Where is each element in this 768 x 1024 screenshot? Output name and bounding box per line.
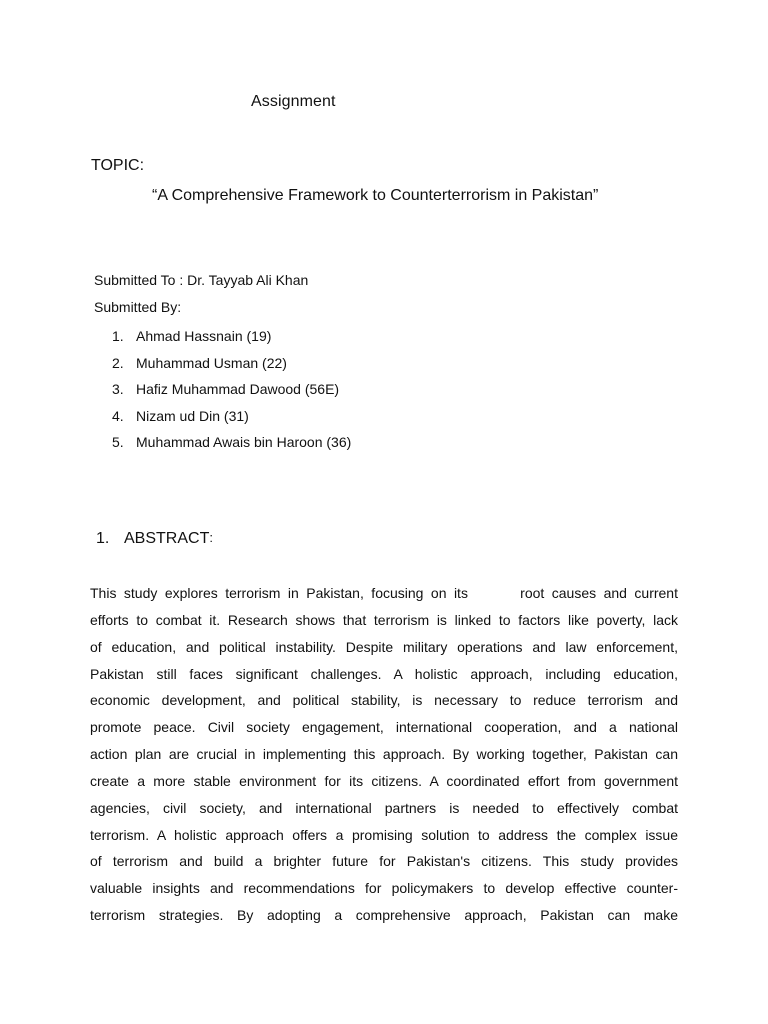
paragraph-line: terrorism. A holistic approach offers a promising solution to address the complex issue [90, 826, 678, 843]
member-name: Muhammad Usman (22) [136, 354, 287, 371]
list-item [112, 379, 351, 406]
paragraph-line: action plan are crucial in implementing this approach. By working together, Pakistan can [90, 746, 678, 763]
section-colon: : [209, 530, 213, 545]
member-name: Ahmad Hassnain (19) [136, 328, 272, 344]
paragraph-line: of education, and political instability. Despite military operations and law enforcement, [90, 638, 678, 655]
document-title: Assignment [251, 93, 336, 110]
paragraph-line: create a more stable environment for its citizens. A coordinated effort from government [90, 772, 678, 789]
topic-label: TOPIC: [91, 157, 145, 174]
list-item-number: 4. [112, 407, 124, 424]
topic-text: “A Comprehensive Framework to Counterterrorism in Pakistan” [152, 187, 599, 204]
paragraph-line: of terrorism and build a brighter future for Pakistan's citizens. This study provides [90, 853, 678, 870]
paragraph-line: This study explores terrorism in Pakistan, focusing on its root causes and current [90, 585, 678, 601]
submitted-to: Submitted To : Dr. Tayyab Ali Khan [94, 272, 309, 288]
paragraph-line: promote peace. Civil society engagement, international cooperation, and a national [90, 719, 678, 736]
paragraph-line: valuable insights and recommendations for policymakers to develop effective counter- [90, 880, 678, 897]
member-name: Hafiz Muhammad Dawood (56E) [136, 381, 340, 398]
paragraph-line: Pakistan still faces significant challenges. A holistic approach, including education, [90, 665, 678, 682]
list-item-number: 3. [112, 381, 124, 398]
member-name: Nizam ud Din (31) [136, 407, 249, 424]
paragraph-line: economic development, and political stability, is necessary to reduce terrorism and [90, 692, 678, 709]
list-item-number: 2. [112, 354, 124, 371]
paragraph-line: terrorism strategies. By adopting a comprehensive approach, Pakistan can make [90, 907, 678, 924]
list-item [112, 326, 351, 353]
abstract-paragraph [90, 582, 678, 931]
list-item-number: 5. [112, 434, 124, 451]
section-title: ABSTRACT [124, 530, 210, 547]
member-name: Muhammad Awais bin Haroon (36) [136, 434, 352, 451]
paragraph-line: efforts to combat it. Research shows that terrorism is linked to factors like poverty, lack [90, 611, 678, 628]
member-list [112, 326, 351, 459]
paragraph-line: agencies, civil society, and international partners is needed to effectively combat [90, 799, 678, 816]
list-item [112, 432, 351, 459]
submitted-by-label: Submitted By: [94, 299, 182, 315]
list-item [112, 406, 351, 433]
list-item [112, 353, 351, 380]
list-item-number: 1. [112, 328, 124, 344]
section-heading [96, 530, 213, 548]
section-number: 1. [96, 530, 110, 547]
